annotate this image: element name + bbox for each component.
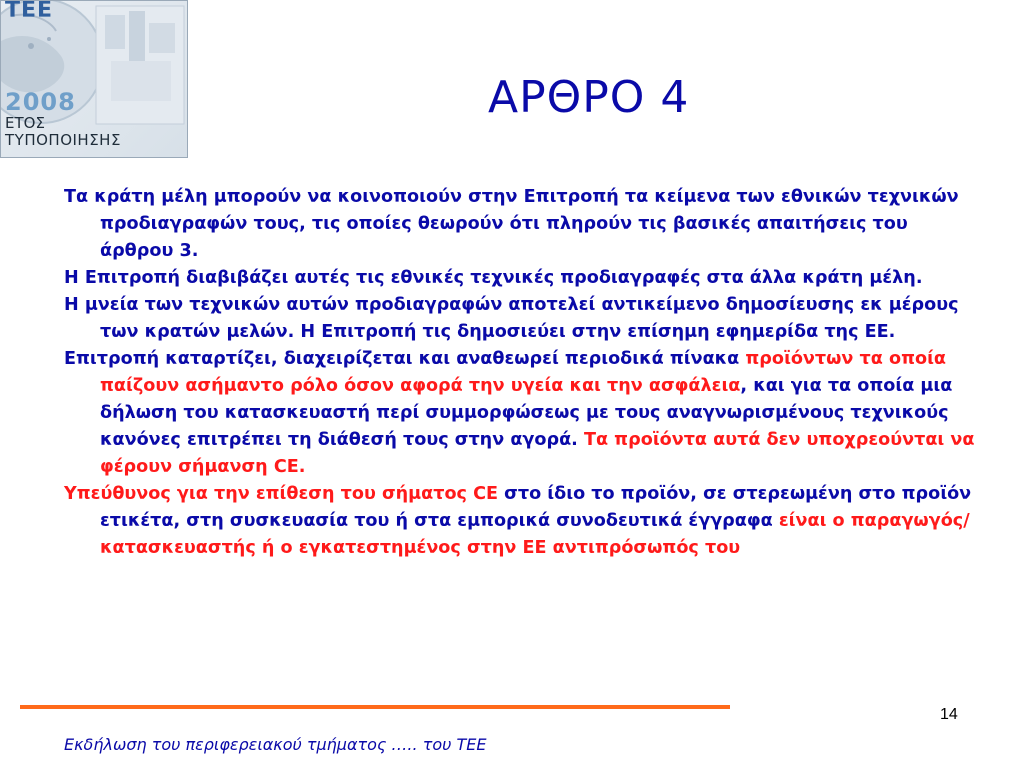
paragraph-5-text: στο ίδιο το προϊόν, σε στερεωμένη στο προϊόν ετικέτα, στη συσκευασία του ή στα εμπορικά συνοδευτικά έγγραφα [100,484,972,531]
paragraph-4 [64,346,984,481]
article-body [64,184,984,562]
paragraph-4-highlight-b: Τα προϊόντα αυτά δεν υποχρεούνται να φέρουν σήμανση CE. [100,430,975,477]
paragraph-4-text-b: , και για τα οποία μια δήλωση του κατασκευαστή περί συμμορφώσεως με τους αναγνωρισμένους τεχνικούς κανόνες επιτρέπει τη διάθεσή τους στην αγορά. [100,376,953,450]
paragraph-1-text: Τα κράτη μέλη μπορούν να κοινοποιούν στην Επιτροπή τα κείμενα των εθνικών τεχνικών προδιαγραφών τους, τις οποίες θεωρούν ότι πληρούν τις βασικές απαιτήσεις του άρθρου 3. [64,187,959,261]
slide-title: ΑΡΘΡΟ 4 [488,72,690,123]
logo-subtitle-line1: ΕΤΟΣ [5,114,45,132]
paragraph-1 [64,184,984,265]
paragraph-4-highlight-a: προϊόντων τα οποία παίζουν ασήμαντο ρόλο όσον αφορά την υγεία και την ασφάλεια [100,349,947,396]
paragraph-4-text-a: Επιτροπή καταρτίζει, διαχειρίζεται και αναθεωρεί περιοδικά πίνακα [64,349,746,369]
logo-subtitle-line2: ΤΥΠΟΠΟΙΗΣΗΣ [5,131,121,149]
paragraph-2-text: Η Επιτροπή διαβιβάζει αυτές τις εθνικές τεχνικές προδιαγραφές στα άλλα κράτη μέλη. [64,268,923,288]
logo-abbreviation: ΤΕΕ [5,0,54,23]
paragraph-5 [64,481,984,562]
footer-caption: Εκδήλωση του περιφερειακού τμήματος ….. του ΤΕΕ [64,735,487,754]
paragraph-2 [64,265,984,292]
paragraph-3-text: Η μνεία των τεχνικών αυτών προδιαγραφών αποτελεί αντικείμενο δημοσίευσης εκ μέρους των κρατών μελών. Η Επιτροπή τις δημοσιεύει στην επίσημη εφημερίδα της ΕΕ. [64,295,959,342]
logo-year: 2008 [5,88,76,116]
footer-divider [20,705,730,709]
paragraph-5-highlight-b: είναι ο παραγωγός/κατασκευαστής ή ο εγκατεστημένος στην ΕΕ αντιπρόσωπός του [100,511,970,558]
paragraph-5-highlight-a: Υπεύθυνος για την επίθεση του σήματος CE [64,484,499,504]
tee-logo [0,0,188,158]
paragraph-3 [64,292,984,346]
page-number: 14 [940,706,958,723]
